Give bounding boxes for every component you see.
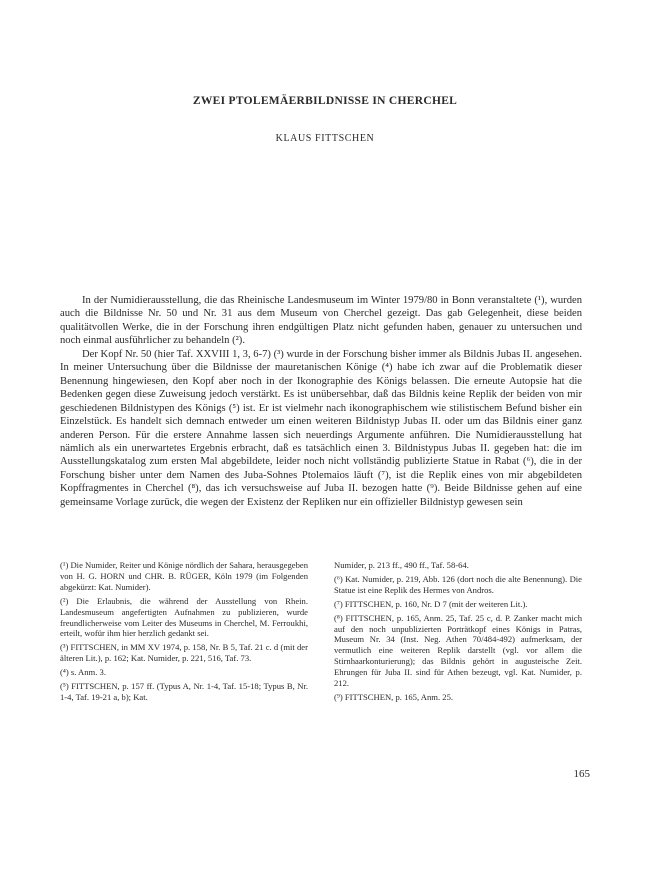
footnote: (⁹) FITTSCHEN, p. 165, Anm. 25. <box>334 691 454 702</box>
footnote: (⁴) s. Anm. 3. <box>60 667 106 678</box>
author-name: KLAUS FITTSCHEN <box>275 133 375 144</box>
footnote: (⁶) Kat. Numider, p. 219, Abb. 126 (dort noch die alte Benennung). Die Statue ist eine Replik des Hermes von Andros. <box>334 573 582 595</box>
body-paragraph: Der Kopf Nr. 50 (hier Taf. XXVIII 1, 3, 6-7) (³) wurde in der Forschung bisher immer als Bildnis Jubas II. angesehen. In meiner Untersuchung über die Bildnisse der mauretanischen Könige (⁴) habe ich zwar auf die Problematik dieser Benennung hingewiesen, den Kopf aber noch in der Ikonographie des Königs belassen. Die erneute Autopsie hat die Bedenken gegen diese Zuweisung jedoch verstärkt. Es ist unübersehbar, daß das Bildnis keine Replik der beiden von mir geschiedenen Bildnistypen des Königs (⁵) ist. Er ist vielmehr nach ikonographischem wie stilistischem Befund bisher ein Einzelstück. Es handelt sich demnach entweder um einen weiteren Bildnistyp Jubas II. oder um das Bildnis einer ganz anderen Person. Für die erstere Annahme lassen sich neuerdings Argumente anführen. Die Numidierausstellung hat nämlich als ein unerwartetes Ergebnis erbracht, daß es tatsächlich einen 3. Bildnistypus Jubas II. gegeben hat: die im Ausstellungskatalog zum ersten Mal abgebildete, leider noch nicht vollständig publizierte Statue in Rabat (⁶), die in der Forschung bisher unter dem Namen des Juba-Sohnes Ptolemaios läuft (⁷), ist die Replik eines von mir abgebildeten Kopffragmentes in Cherchel (⁸), das ich versuchsweise auf Juba II. bezogen hatte (⁹). Beide Bildnisse gehen auf eine gemeinsame Vorlage zurück, die wegen der Existenz der Repliken nur ein offizieller Bildnistyp gewesen sein <box>60 348 582 508</box>
footnotes-right-column <box>334 560 582 706</box>
body-paragraph: In der Numidierausstellung, die das Rheinische Landesmuseum im Winter 1979/80 in Bonn veranstaltete (¹), wurden auch die Bildnisse Nr. 50 und Nr. 31 aus dem Museum von Cherchel gezeigt. Das gab Gelegenheit, diese beiden qualitätvollen Werke, die in der Forschung ihren endgültigen Platz nicht gefunden haben, genauer zu untersuchen und noch einmal ausführlicher zu behandeln (²). <box>60 295 582 347</box>
article-body <box>60 294 582 509</box>
footnotes-left-column <box>60 560 308 706</box>
footnotes <box>60 560 582 706</box>
footnote: (²) Die Erlaubnis, die während der Ausstellung von Rhein. Landesmuseum angefertigten Aufnahmen zu publizieren, wurde freundlicherweise vom Leiter des Museums in Cherchel, M. Ferroukhi, erteilt, wofür ihm hier herzlich gedankt sei. <box>60 595 308 639</box>
footnote-continuation: Numider, p. 213 ff., 490 ff., Taf. 58-64. <box>334 560 469 570</box>
page-number: 165 <box>573 768 590 780</box>
footnote: (³) FITTSCHEN, in MM XV 1974, p. 158, Nr. B 5, Taf. 21 c. d (mit der älteren Lit.), p. 162; Kat. Numider, p. 221, 516, Taf. 73. <box>60 642 308 664</box>
footnote: (⁵) FITTSCHEN, p. 157 ff. (Typus A, Nr. 1-4, Taf. 15-18; Typus B, Nr. 1-4, Taf. 19-21 a, b); Kat. <box>60 681 308 702</box>
article-title: ZWEI PTOLEMÄERBILDNISSE IN CHERCHEL <box>192 95 458 107</box>
footnote: (¹) Die Numider, Reiter und Könige nördlich der Sahara, herausgegeben von H. G. HORN und CHR. B. RÜGER, Köln 1979 (im Folgenden abgekürzt: Kat. Numider). <box>60 560 308 592</box>
footnote: (⁷) FITTSCHEN, p. 160, Nr. D 7 (mit der weiteren Lit.). <box>334 598 528 609</box>
footnote: (⁸) FITTSCHEN, p. 165, Anm. 25, Taf. 25 c, d. P. Zanker macht mich auf den noch unpublizierten Porträtkopf eines Königs in Patras, Museum Nr. 34 (Inst. Neg. Athen 70/484-492) aufmerksam, der vermutlich eine weiteren Replik darstellt (vgl. vor allem die Stirnhaarkonturierung); das Bildnis gehört in augusteische Zeit. Ehrungen für Juba II. sind für Athen bezeugt, vgl. Kat. Numider, p. 212. <box>334 612 582 689</box>
